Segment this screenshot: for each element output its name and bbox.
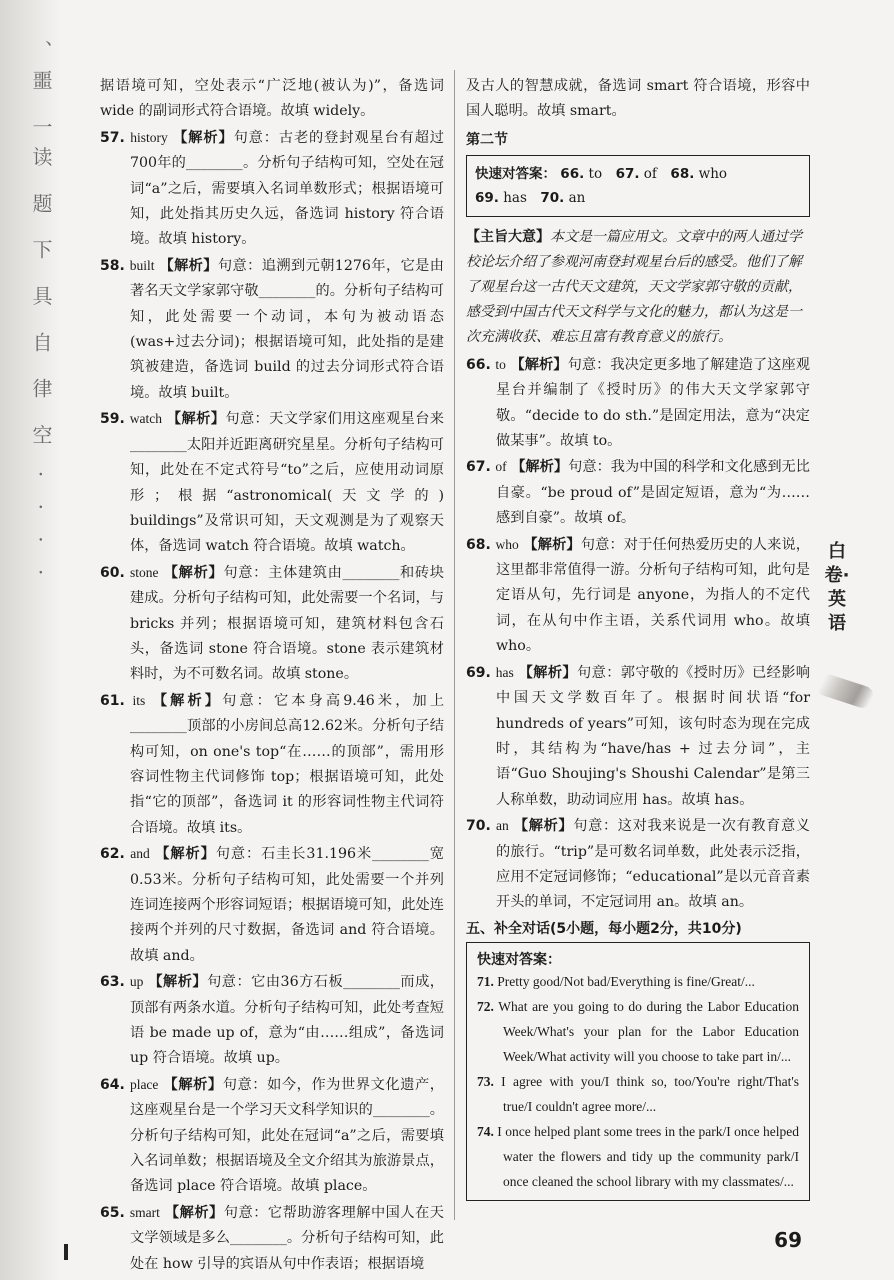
item-number: 57. [100, 129, 125, 146]
item-tag: 【解析】 [163, 1076, 223, 1093]
item-text: 句意：这对我来说是一次有教育意义的旅行。“trip”是可数名词单数，此处表示泛指，应用不定冠词修饰；“educational”是以元音音素开头的单词，不定冠词用 an。故填 an。 [496, 818, 810, 911]
dialog-answer [477, 969, 799, 994]
item-tag: 【解析】 [511, 459, 569, 476]
item-text: 句意：郭守敬的《授时历》已经影响中国天文学数百年了。根据时间状语“for hundreds of years”可知，该句时态为现在完成时，其结构为“have/has + 过去分词”，主语“Guo Shoujing's Shoushi Calendar”是第三人称单数，助动词应用 has。故填 has。 [496, 664, 810, 808]
quick-answer-value: an [568, 189, 586, 206]
item-answer: up [129, 974, 144, 990]
answer-item [100, 969, 444, 1072]
column-divider [454, 70, 455, 1220]
item-answer: of [495, 459, 507, 475]
answer-item [100, 125, 444, 253]
section-five-heading: 五、补全对话(5小题，每小题2分，共10分) [466, 920, 742, 937]
left-item-list [100, 125, 444, 1277]
answer-item [466, 352, 810, 455]
dialog-text: What are you going to do during the Labor Education Week/What's your plan for the Labor Education Week/What activity will you choose to take part in/... [498, 998, 799, 1064]
quick-answers-line [475, 190, 599, 206]
item-answer: history [130, 129, 168, 145]
dialog-text: I agree with you/I think so, too/You're right/That's true/I couldn't agree more/... [501, 1073, 800, 1114]
side-tab-label: 白卷·英语 [824, 541, 850, 634]
bottom-ink-mark [64, 1244, 68, 1260]
item-tag: 【解析】 [148, 974, 208, 991]
item-answer: its [132, 692, 146, 708]
page-number: 69 [774, 1228, 802, 1252]
item-text: 句意：它帮助游客理解中国人在天文学领域是多么________。分析句子结构可知，此处在 how 引导的宾语从句中作表语；根据语境 [130, 1204, 444, 1272]
answer-item [466, 532, 810, 660]
item-text: 句意：主体建筑由________和砖块建成。分析句子结构可知，此处需要一个名词，与 bricks 并列；根据语境可知，建筑材料包含石头，备选词 stone 符合语境。stone 表示建筑材料时，为不可数名词。故填 stone。 [130, 564, 444, 683]
item-number: 66. [466, 356, 491, 373]
item-tag: 【解析】 [173, 129, 234, 146]
item-number: 61. [100, 692, 125, 709]
item-number: 58. [100, 257, 125, 274]
item-answer: watch [129, 411, 162, 427]
quick-answer-number: 66. [560, 165, 585, 182]
right-intro: 及古人的智慧成就，备选词 smart 符合语境，形容中国人聪明。故填 smart。 [466, 78, 810, 120]
quick-answers-label: 快速对答案： [475, 165, 556, 182]
dialog-answers-label: 快速对答案： [477, 951, 561, 968]
item-number: 60. [100, 564, 125, 581]
item-number: 70. [466, 818, 491, 835]
item-answer: smart [129, 1204, 160, 1220]
item-answer: place [129, 1076, 159, 1092]
item-tag: 【解析】 [163, 564, 224, 581]
item-tag: 【解析】 [164, 1204, 224, 1221]
item-answer: and [130, 846, 150, 862]
right-column [466, 74, 810, 1201]
answer-item [466, 660, 810, 813]
dialog-number: 72. [477, 998, 494, 1014]
item-text: 句意：天文学家们用这座观星台来________太阳并近距离研究星星。分析句子结构可知，此处在不定式符号“to”之后，应使用动词原形；根据“astronomical(天文学的) buildings”及常识可知，天文观测是为了观察天体，备选词 watch 符合语境。故填 watch。 [130, 411, 444, 555]
item-text: 句意：如今，作为世界文化遗产，这座观星台是一个学习天文科学知识的________。分析句子结构可知，此处在冠词“a”之后，需要填入名词单数；根据语境及全文介绍其为旅游景点，备选词 place 符合语境。故填 place。 [130, 1076, 444, 1195]
item-text: 句意：我为中国的科学和文化感到无比自豪。“be proud of”是固定短语，意为“为……感到自豪”。故填 of。 [496, 459, 810, 527]
item-answer: has [495, 664, 514, 680]
item-tag: 【解析】 [513, 818, 574, 835]
quick-answers-line [560, 166, 740, 182]
dialog-answer [477, 1069, 799, 1119]
item-number: 63. [100, 974, 125, 991]
item-tag: 【解析】 [518, 664, 578, 681]
main-idea-tag: 【主旨大意】 [466, 228, 550, 245]
item-number: 69. [466, 664, 491, 681]
left-intro: 据语境可知，空处表示“广泛地(被认为)”，备选词 wide 的副词形式符合语境。故填 widely。 [100, 78, 444, 120]
item-answer: an [495, 818, 509, 834]
item-tag: 【解析】 [155, 846, 216, 863]
item-tag: 【解析】 [510, 356, 568, 373]
quick-answer-number: 68. [670, 165, 695, 182]
answer-item [100, 1072, 444, 1200]
item-tag: 【解析】 [166, 411, 226, 428]
dialog-answer [477, 994, 799, 1069]
item-text: 句意：我决定更多地了解建造了这座观星台并编制了《授时历》的伟大天文学家郭守敬。“decide to do sth.”是固定用法，意为“决定做某事”。故填 to。 [496, 356, 810, 450]
main-idea-text: 本文是一篇应用文。文章中的两人通过学校论坛介绍了参观河南登封观星台后的感受。他们了解了观星台这一古代天文建筑，天文学家郭守敬的贡献，感受到中国古代天文科学与文化的魅力，都认为这是一次充满收获、难忘且富有教育意义的旅行。 [466, 228, 802, 345]
dialog-number: 71. [477, 973, 494, 989]
answer-item [466, 813, 810, 916]
answer-item [100, 1200, 444, 1277]
answer-item [100, 841, 444, 969]
item-text: 句意：古老的登封观星台有超过700年的________。分析句子结构可知，空处在冠词“a”之后，需要填入名词单数形式；根据语境可知，此处指其历史久远，备选词 history 符合语境。故填 history。 [130, 129, 444, 248]
item-answer: who [495, 536, 519, 552]
main-idea [466, 225, 810, 350]
item-number: 67. [466, 459, 491, 476]
item-number: 59. [100, 411, 125, 428]
dialog-answers-box [466, 942, 810, 1201]
item-answer: stone [130, 564, 159, 580]
quick-answers-box [466, 155, 810, 217]
quick-answer-value: of [643, 165, 657, 182]
item-number: 64. [100, 1076, 125, 1093]
dialog-answer [477, 1119, 799, 1194]
quick-answer-number: 67. [615, 165, 640, 182]
right-item-list [466, 352, 810, 916]
handwritten-margin-notes: 、噩 一读 题 下 具 自 律 空 · · · · [29, 40, 53, 586]
dialog-text: Pretty good/Not bad/Everything is fine/Great/... [497, 973, 755, 989]
item-text: 句意：对于任何热爱历史的人来说，这里都非常值得一游。分析句子结构可知，此句是定语从句，先行词是 anyone，为指人的不定代词，在从句中作主语，关系代词用 who。故填 who。 [496, 536, 810, 655]
quick-answer-number: 69. [475, 189, 499, 206]
item-tag: 【解析】 [152, 692, 223, 709]
item-text: 句意：它由36方石板________而成，顶部有两条水道。分析句子结构可知，此处考查短语 be made up of，意为“由……组成”，备选词 up 符合语境。故填 up。 [130, 974, 444, 1067]
answer-item [100, 560, 444, 688]
section-two-title: 第二节 [466, 131, 508, 148]
pen-smudge [814, 672, 876, 711]
answer-item [466, 454, 810, 531]
answer-item [100, 688, 444, 841]
quick-answer-value: to [588, 165, 603, 182]
left-column [100, 74, 444, 1277]
item-text: 句意：它本身高9.46米，加上________顶部的小房间总高12.62米。分析句子结构可知，on one's top“在……的顶部”，需用形容词性物主代词修饰 top；根据语境可知，此处指“它的顶部”，备选词 it 的形容词性物主代词符合语境。故填 its。 [130, 692, 445, 836]
dialog-text: I once helped plant some trees in the park/I once helped water the flowers and tidy up the community park/I once cleaned the school library with my classmates/... [497, 1123, 800, 1189]
answer-item [100, 406, 444, 559]
item-text: 句意：石圭长31.196米________宽0.53米。分析句子结构可知，此处需要一个并列连词连接两个形容词短语；根据语境可知，此处连接两个并列的尺寸数据，备选词 and 符合语境。故填 and。 [130, 846, 444, 964]
quick-answer-value: who [698, 165, 728, 182]
dialog-answer-list [477, 969, 799, 1194]
item-text: 句意：追溯到元朝1276年，它是由著名天文学家郭守敬________的。分析句子结构可知，此处需要一个动词，本句为被动语态(was+过去分词)；根据语境可知，此处指的是建筑被建造，备选词 build 的过去分词形式符合语境。故填 built。 [130, 257, 444, 401]
dialog-number: 73. [477, 1073, 494, 1089]
dialog-number: 74. [477, 1123, 494, 1139]
item-number: 65. [100, 1204, 125, 1221]
quick-answer-value: has [503, 189, 527, 206]
item-tag: 【解析】 [523, 536, 581, 553]
item-number: 68. [466, 536, 491, 553]
item-number: 62. [100, 846, 125, 863]
answer-item [100, 253, 444, 406]
item-answer: built [129, 257, 155, 273]
quick-answer-number: 70. [540, 189, 565, 206]
item-answer: to [495, 356, 506, 372]
item-tag: 【解析】 [159, 257, 218, 274]
